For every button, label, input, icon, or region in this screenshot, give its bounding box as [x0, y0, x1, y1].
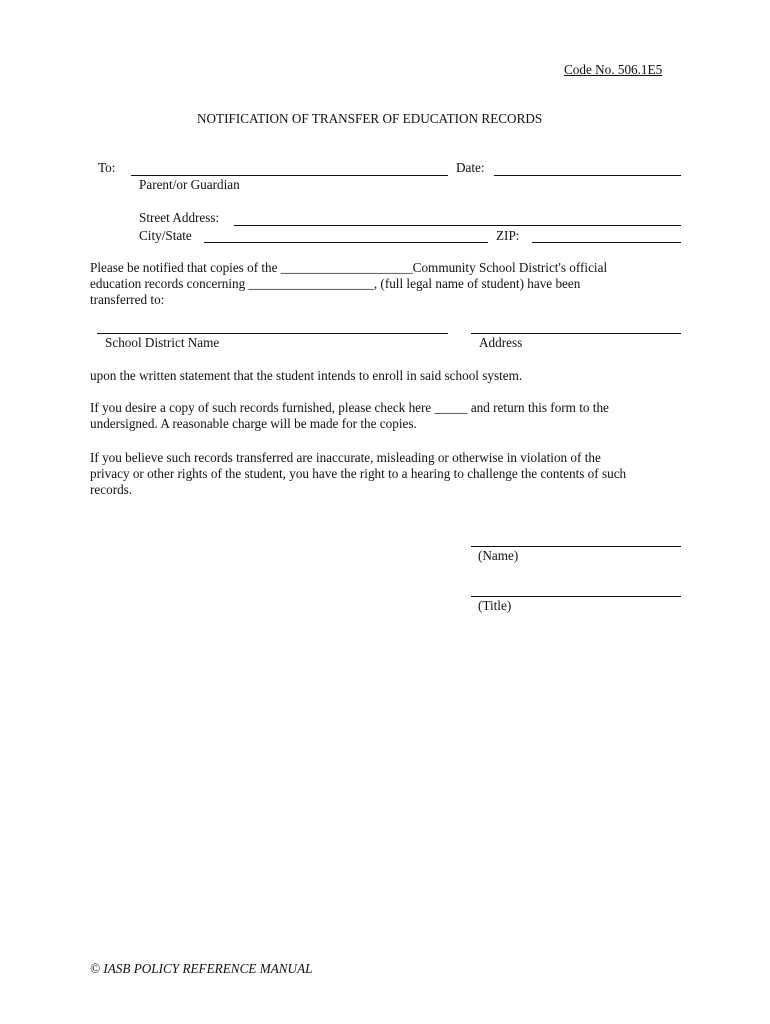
- hearing-line-3: records.: [90, 482, 133, 497]
- address-caption: Address: [479, 335, 523, 350]
- hearing-rights-paragraph: [90, 450, 670, 498]
- to-caption: Parent/or Guardian: [139, 177, 240, 192]
- date-label: Date:: [456, 160, 485, 175]
- name-caption: (Name): [478, 548, 519, 563]
- document-title: NOTIFICATION OF TRANSFER OF EDUCATION RECORDS: [197, 111, 543, 126]
- street-address-label: Street Address:: [139, 210, 220, 225]
- footer-manual-reference: © IASB POLICY REFERENCE MANUAL: [90, 961, 313, 976]
- to-blank-line[interactable]: [131, 175, 448, 176]
- copy-request-paragraph: [90, 400, 670, 432]
- title-caption: (Title): [478, 598, 512, 613]
- school-district-caption: School District Name: [105, 335, 220, 350]
- city-state-blank-line[interactable]: [204, 242, 488, 243]
- district-address-blank-line[interactable]: [471, 333, 681, 334]
- statement-paragraph: [90, 368, 670, 384]
- zip-blank-line[interactable]: [532, 242, 681, 243]
- notice-line-1: Please be notified that copies of the ____________________Community School District's official: [90, 260, 608, 275]
- hearing-line-1: If you believe such records transferred are inaccurate, misleading or otherwise in violation of the: [90, 450, 601, 465]
- code-number: Code No. 506.1E5: [564, 62, 663, 77]
- name-signature-line[interactable]: [471, 546, 681, 547]
- notice-paragraph: [90, 260, 670, 308]
- to-label: To:: [98, 160, 116, 175]
- statement-line: upon the written statement that the student intends to enroll in said school system.: [90, 368, 523, 383]
- notice-line-2: education records concerning ___________________, (full legal name of student) have been: [90, 276, 581, 291]
- date-blank-line[interactable]: [494, 175, 681, 176]
- notice-line-3: transferred to:: [90, 292, 165, 307]
- street-address-blank-line[interactable]: [234, 225, 681, 226]
- hearing-line-2: privacy or other rights of the student, you have the right to a hearing to challenge the contents of such: [90, 466, 627, 481]
- zip-label: ZIP:: [496, 228, 520, 243]
- copy-line-1: If you desire a copy of such records furnished, please check here _____ and return this form to the: [90, 400, 609, 415]
- copy-line-2: undersigned. A reasonable charge will be made for the copies.: [90, 416, 417, 431]
- title-signature-line[interactable]: [471, 596, 681, 597]
- city-state-label: City/State: [139, 228, 192, 243]
- school-district-blank-line[interactable]: [97, 333, 448, 334]
